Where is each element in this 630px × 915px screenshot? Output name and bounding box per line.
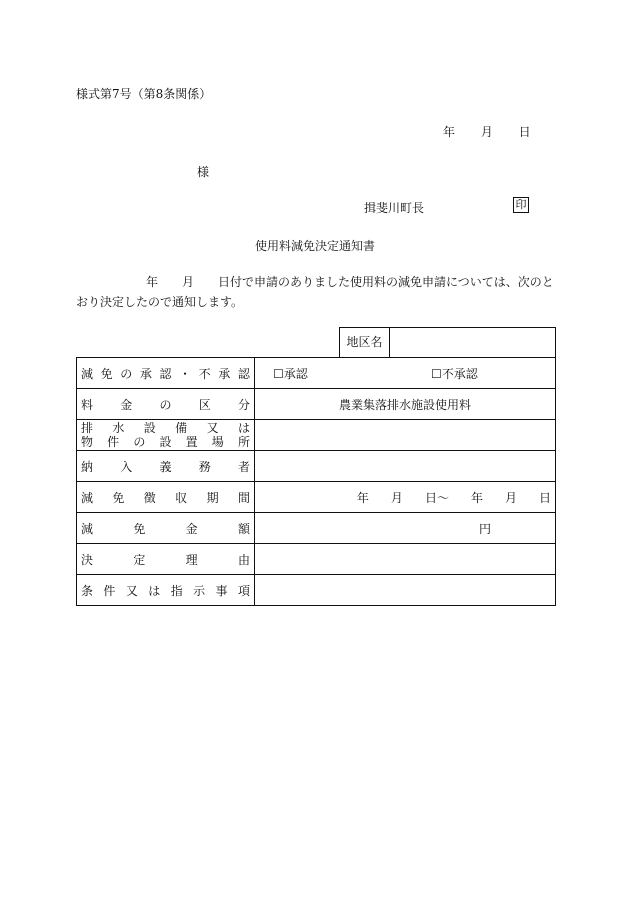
- label-char: 免: [112, 490, 125, 505]
- label-char: 減: [81, 366, 94, 381]
- fee-category-value: 農業集落排水施設使用料: [255, 389, 556, 420]
- label-char: 又: [125, 583, 138, 598]
- label-char: 備: [175, 421, 188, 435]
- label-char: は: [237, 421, 250, 435]
- label-char: 額: [237, 521, 250, 536]
- label-char: 免: [133, 521, 146, 536]
- label-char: 事: [215, 583, 228, 598]
- label-char: の: [120, 366, 133, 381]
- period-part: 月: [504, 490, 517, 505]
- label-char: 収: [175, 490, 188, 505]
- label-char: 項: [237, 583, 250, 598]
- label-char: 期: [206, 490, 219, 505]
- label-char: 免: [100, 366, 113, 381]
- label-char: の: [133, 435, 146, 449]
- label-char: 所: [237, 435, 250, 449]
- label-char: 件: [107, 435, 120, 449]
- approval-cell: [255, 358, 556, 389]
- label-char: 決: [81, 552, 94, 567]
- label-char: 又: [206, 421, 219, 435]
- table-row: [77, 420, 556, 451]
- conditions-value[interactable]: [255, 575, 556, 606]
- label-char: は: [148, 583, 161, 598]
- label-char: の: [159, 397, 172, 412]
- label-char: 区: [198, 397, 211, 412]
- label-char: 認: [237, 366, 250, 381]
- facility-location-value[interactable]: [255, 420, 556, 451]
- district-box: [339, 327, 556, 357]
- period-part: 年: [470, 490, 483, 505]
- period-part: 日: [538, 490, 551, 505]
- row-label: [77, 420, 255, 451]
- label-char: 条: [81, 583, 94, 598]
- label-char: 金: [185, 521, 198, 536]
- table-row: [77, 358, 556, 389]
- label-char: 納: [81, 459, 94, 474]
- payer-value[interactable]: [255, 451, 556, 482]
- label-char: 示: [193, 583, 206, 598]
- decision-table: [76, 357, 556, 606]
- label-char: 料: [81, 397, 94, 412]
- label-char: 金: [120, 397, 133, 412]
- label-char: 認: [159, 366, 172, 381]
- label-char: 物: [81, 435, 94, 449]
- table-row: [77, 544, 556, 575]
- label-char: 務: [198, 459, 211, 474]
- body-text-content: 年 月 日付で申請のありました使用料の減免申請については、次のとおり決定したので通知します。: [76, 275, 554, 309]
- label-char: 不: [198, 366, 211, 381]
- label-char: 件: [103, 583, 116, 598]
- label-char: 承: [218, 366, 231, 381]
- table-row: [77, 575, 556, 606]
- label-char: 分: [237, 397, 250, 412]
- reason-value[interactable]: [255, 544, 556, 575]
- label-char: 徴: [143, 490, 156, 505]
- table-row: [77, 389, 556, 420]
- row-label: [77, 451, 255, 482]
- date-line: 年 月 日: [443, 125, 531, 139]
- district-label: 地区名: [340, 328, 390, 357]
- seal-mark: 印: [513, 197, 529, 213]
- row-label: [77, 358, 255, 389]
- amount-value: 円: [255, 513, 556, 544]
- label-char: ・: [179, 366, 192, 381]
- label-char: 置: [185, 435, 198, 449]
- period-part: 日〜: [424, 490, 449, 505]
- row-label: [77, 575, 255, 606]
- label-char: 義: [159, 459, 172, 474]
- period-value: [255, 482, 556, 513]
- form-number: 様式第7号（第8条関係）: [76, 87, 212, 101]
- table-row: [77, 482, 556, 513]
- label-char: 間: [237, 490, 250, 505]
- row-label: [77, 389, 255, 420]
- label-char: 減: [81, 490, 94, 505]
- approve-option[interactable]: ☐承認: [273, 366, 308, 381]
- label-char: 設: [159, 435, 172, 449]
- label-char: 承: [139, 366, 152, 381]
- table-row: [77, 451, 556, 482]
- label-char: 理: [185, 552, 198, 567]
- row-label: [77, 513, 255, 544]
- document-title: 使用料減免決定通知書: [254, 239, 375, 253]
- body-text: [76, 272, 556, 312]
- label-char: 由: [237, 552, 250, 567]
- label-char: 減: [81, 521, 94, 536]
- addressee-suffix: 様: [197, 165, 210, 179]
- label-char: 排: [81, 421, 94, 435]
- reject-option[interactable]: ☐不承認: [431, 366, 478, 381]
- period-part: 年: [356, 490, 369, 505]
- label-char: 水: [112, 421, 125, 435]
- label-char: 者: [237, 459, 250, 474]
- row-label: [77, 482, 255, 513]
- issuer-name: 揖斐川町長: [364, 201, 425, 215]
- period-part: 月: [390, 490, 403, 505]
- label-char: 場: [211, 435, 224, 449]
- label-char: 入: [120, 459, 133, 474]
- label-char: 設: [143, 421, 156, 435]
- table-row: [77, 513, 556, 544]
- label-char: 指: [170, 583, 183, 598]
- label-char: 定: [133, 552, 146, 567]
- row-label: [77, 544, 255, 575]
